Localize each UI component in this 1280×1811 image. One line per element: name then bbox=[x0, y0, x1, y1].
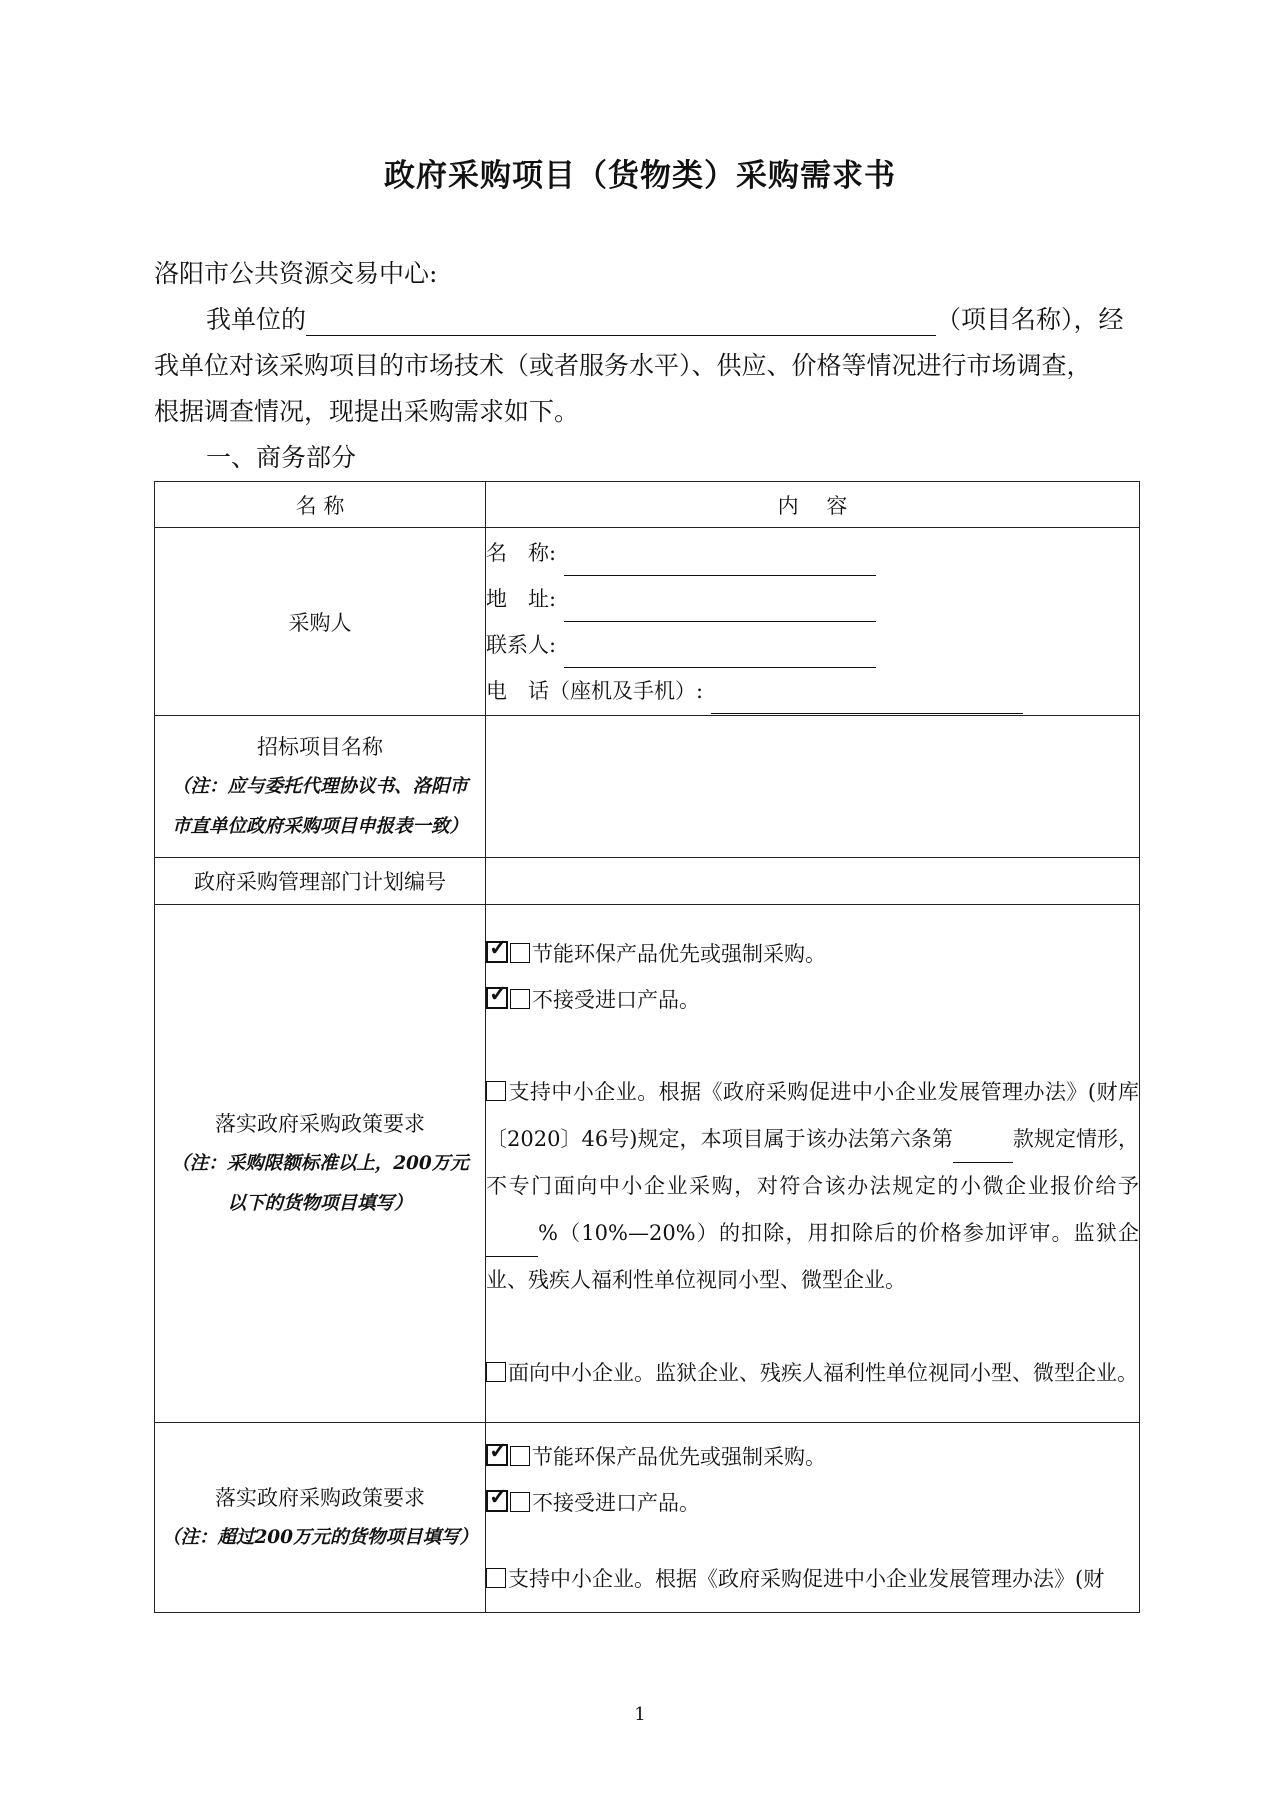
policy-under-option-4-text: 面向中小企业。监狱企业、残疾人福利性单位视同小型、微型企业。 bbox=[508, 1360, 1138, 1385]
policy-under-option-1-text: 节能环保产品优先或强制采购。 bbox=[532, 941, 826, 966]
checked-box-icon[interactable]: ✓ bbox=[486, 941, 508, 963]
checkbox-icon[interactable] bbox=[510, 989, 530, 1009]
project-name-blank[interactable] bbox=[306, 305, 936, 336]
policy-under-option-3-text-2: 款规定情形，不专门面向中小企业采购，对符合该办法规定的小微企业报价给予 bbox=[486, 1126, 1140, 1198]
policy-under-row bbox=[155, 905, 1140, 1423]
policy-under-option-3 bbox=[486, 1069, 1139, 1304]
project-name-row bbox=[155, 716, 1140, 858]
policy-over-label: 落实政府采购政策要求 bbox=[215, 1485, 425, 1510]
project-name-note-2: 市直单位政府采购项目申报表一致） bbox=[171, 815, 468, 837]
policy-over-option-1 bbox=[486, 1434, 1139, 1480]
purchaser-name-field bbox=[486, 530, 1139, 576]
section-heading-business: 一、商务部分 bbox=[206, 443, 357, 472]
checked-box-icon[interactable]: ✓ bbox=[486, 1490, 508, 1512]
header-content: 内 容 bbox=[486, 482, 1140, 528]
checked-box-icon[interactable]: ✓ bbox=[486, 987, 508, 1009]
discount-percent-blank[interactable] bbox=[486, 1230, 538, 1257]
purchaser-name-input[interactable] bbox=[564, 549, 876, 576]
clause-number-blank[interactable] bbox=[953, 1136, 1013, 1163]
policy-over-content bbox=[486, 1423, 1140, 1613]
policy-under-content bbox=[486, 905, 1140, 1423]
purchaser-label: 采购人 bbox=[155, 528, 486, 716]
project-name-value-cell[interactable] bbox=[486, 716, 1140, 858]
policy-under-label-cell bbox=[155, 905, 486, 1423]
purchaser-contact-label: 联系人: bbox=[486, 632, 557, 657]
plan-number-row bbox=[155, 858, 1140, 905]
policy-over-option-1-text: 节能环保产品优先或强制采购。 bbox=[532, 1444, 826, 1469]
checkbox-icon[interactable] bbox=[510, 1446, 530, 1466]
policy-under-note-2: 以下的货物项目填写） bbox=[227, 1192, 413, 1214]
intro-suffix: （项目名称），经 bbox=[936, 305, 1124, 334]
policy-over-option-3 bbox=[486, 1556, 1139, 1602]
checked-box-icon[interactable]: ✓ bbox=[486, 1444, 508, 1466]
policy-over-option-2-text: 不接受进口产品。 bbox=[532, 1490, 700, 1515]
policy-under-option-4 bbox=[486, 1350, 1139, 1397]
project-name-label-cell bbox=[155, 716, 486, 858]
policy-under-option-2 bbox=[486, 977, 1139, 1023]
business-table bbox=[154, 481, 1140, 1613]
purchaser-address-field bbox=[486, 576, 1139, 622]
purchaser-contact-input[interactable] bbox=[564, 641, 876, 668]
policy-over-option-2 bbox=[486, 1480, 1139, 1526]
intro-line-2: 我单位对该采购项目的市场技术（或者服务水平）、供应、价格等情况进行市场调查， bbox=[154, 351, 1092, 380]
checkbox-icon[interactable] bbox=[486, 1568, 506, 1588]
policy-over-row bbox=[155, 1423, 1140, 1613]
purchaser-address-input[interactable] bbox=[564, 595, 876, 622]
checkbox-icon[interactable] bbox=[486, 1362, 506, 1382]
plan-number-value-cell[interactable] bbox=[486, 858, 1140, 905]
purchaser-contact-field bbox=[486, 622, 1139, 668]
policy-under-option-3-text-1: 支持中小企业。根据《政府采购促进中小企业发展管理办法》(财库〔2020〕46号)规定，本项目属于该办法第六条第 bbox=[486, 1079, 1139, 1151]
page-title: 政府采购项目（货物类）采购需求书 bbox=[384, 158, 896, 194]
checkbox-icon[interactable] bbox=[510, 1492, 530, 1512]
policy-under-label: 落实政府采购政策要求 bbox=[215, 1111, 425, 1136]
purchaser-phone-field bbox=[486, 668, 1139, 714]
project-name-label: 招标项目名称 bbox=[257, 734, 383, 759]
purchaser-phone-input[interactable] bbox=[711, 687, 1023, 714]
policy-over-label-cell bbox=[155, 1423, 486, 1613]
header-name: 名 称 bbox=[155, 482, 486, 528]
purchaser-content bbox=[486, 528, 1140, 716]
policy-under-note-1: （注：采购限额标准以上，200万元 bbox=[171, 1152, 469, 1174]
purchaser-name-label: 名 称: bbox=[486, 540, 557, 565]
checkbox-icon[interactable] bbox=[510, 943, 530, 963]
plan-number-label: 政府采购管理部门计划编号 bbox=[155, 858, 486, 905]
intro-line-1 bbox=[206, 300, 1124, 336]
purchaser-row bbox=[155, 528, 1140, 716]
checkbox-icon[interactable] bbox=[486, 1081, 506, 1101]
policy-under-option-1 bbox=[486, 931, 1139, 977]
recipient-line: 洛阳市公共资源交易中心: bbox=[154, 259, 438, 288]
purchaser-address-label: 地 址: bbox=[486, 586, 557, 611]
policy-over-note: （注：超过200万元的货物项目填写） bbox=[161, 1526, 479, 1548]
policy-under-option-3-text-3: %（10%—20%）的扣除，用扣除后的价格参加评审。监狱企业、残疾人福利性单位视同小型、微型企业。 bbox=[486, 1220, 1139, 1292]
policy-under-option-2-text: 不接受进口产品。 bbox=[532, 987, 700, 1012]
table-header-row bbox=[155, 482, 1140, 528]
project-name-note-1: （注：应与委托代理协议书、洛阳市 bbox=[171, 775, 468, 797]
policy-over-option-3-text: 支持中小企业。根据《政府采购促进中小企业发展管理办法》(财 bbox=[508, 1566, 1105, 1591]
intro-prefix: 我单位的 bbox=[206, 305, 307, 334]
purchaser-phone-label: 电 话（座机及手机）: bbox=[486, 678, 704, 703]
page-number: 1 bbox=[634, 1704, 646, 1725]
intro-line-3: 根据调查情况，现提出采购需求如下。 bbox=[154, 397, 580, 426]
